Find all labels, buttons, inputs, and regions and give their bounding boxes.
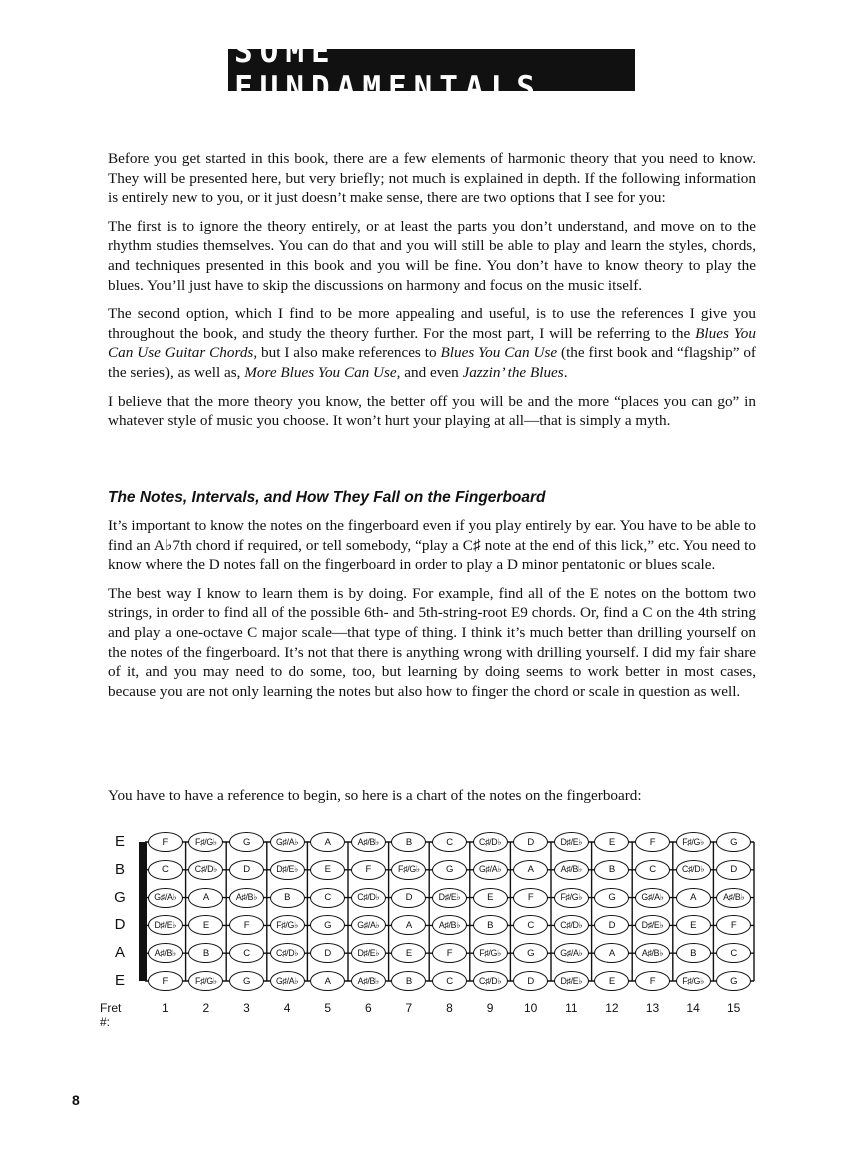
fret-note: F♯/G♭: [391, 860, 426, 880]
fret-note: B: [594, 860, 629, 880]
fret-note: G: [716, 832, 751, 852]
fret-note: G♯/A♭: [635, 888, 670, 908]
chart-intro: You have to have a reference to begin, so here is a chart of the notes on the fingerboard:: [108, 787, 642, 804]
fret-note: A♯/B♭: [351, 832, 386, 852]
text-run: .: [563, 363, 568, 381]
fret-number: 7: [405, 1001, 413, 1015]
intro-paragraph-4: I believe that the more theory you know, the better off you will be and the more “places you can go” in whatever style of music you choose. It won’t hurt your playing at all—that is simply a myth.: [108, 392, 756, 430]
fret-note: C♯/D♭: [351, 888, 386, 908]
fret-number: 11: [565, 1001, 578, 1015]
fret-number: 12: [605, 1001, 619, 1015]
fret-note: D♯/E♭: [148, 915, 183, 935]
fret-note: D♯/E♭: [270, 860, 305, 880]
fret-note: C♯/D♭: [473, 832, 508, 852]
fret-note: A: [513, 860, 548, 880]
fret-number: 9: [486, 1001, 494, 1015]
string-label: E: [114, 972, 125, 989]
fret-note: A: [594, 943, 629, 963]
fret-note: C: [432, 971, 467, 991]
string-label: A: [114, 944, 125, 962]
fret-number: 2: [202, 1001, 210, 1015]
fret-note: F: [716, 915, 751, 935]
fret-note: C♯/D♭: [270, 943, 305, 963]
fret-note: C: [229, 943, 264, 963]
fret-note: A: [676, 888, 711, 908]
fret-note: G♯/A♭: [270, 832, 305, 852]
fret-number: 1: [161, 1001, 169, 1015]
fret-number: 8: [446, 1001, 453, 1015]
section-paragraph-2: The best way I know to learn them is by doing. For example, find all of the E notes on the bottom two strings, in order to find all of the possible 6th- and 5th-string-root E9 chords. Or, find a C on the 4th string and play a one-octave C major scale—that type of thing. I think it’s much better than drilling yourself on the notes of the fingerboard. It’s not that there is anything wrong with drilling yourself. I did my fair share of it, and you may need to do some, too, but learning by doing seems to work better in most cases, because you are not only learning the notes but also how to finger the chord or scale in question as well.: [108, 584, 756, 700]
section-heading: The Notes, Intervals, and How They Fall on the Fingerboard: [108, 489, 546, 506]
fret-note: F♯/G♭: [188, 832, 223, 852]
book-title: Blues You Can Use Guitar Chords: [108, 324, 756, 362]
fret-note: G♯/A♭: [554, 943, 589, 963]
fret-note: B: [391, 971, 426, 991]
fret-note: A♯/B♭: [148, 943, 183, 963]
fret-note: C: [513, 915, 548, 935]
fret-note: F: [635, 832, 670, 852]
fret-note: B: [473, 915, 508, 935]
fret-note: D: [513, 832, 548, 852]
fret-note: F: [513, 888, 548, 908]
fret-note: D♯/E♭: [554, 971, 589, 991]
fret-note: E: [676, 915, 711, 935]
book-title: Blues You Can Use: [440, 344, 558, 362]
fret-note: G: [716, 971, 751, 991]
fret-number: 15: [727, 1001, 741, 1015]
fret-note: G♯/A♭: [270, 971, 305, 991]
intro-paragraph-2: The first is to ignore the theory entirely, or at least the parts you don’t understand, and move on to the rhythm studies themselves. You can do that and you will still be able to play and learn the styles, chords, and techniques presented in this book and you will be fine. You don’t have to know theory to play the blues. You’ll just have to skip the discussions on harmony and focus on the music itself.: [108, 217, 756, 294]
fret-note: C: [716, 943, 751, 963]
fret-number: 4: [283, 1001, 291, 1015]
fret-note: C: [635, 860, 670, 880]
fret-note: A♯/B♭: [432, 915, 467, 935]
page-number: 8: [72, 1092, 80, 1108]
fret-note: C: [432, 832, 467, 852]
fret-note: F: [351, 860, 386, 880]
fret-note: A: [391, 915, 426, 935]
text-run: , but I also make references to: [253, 344, 441, 362]
fret-note: G: [594, 888, 629, 908]
fret-note: G: [229, 832, 264, 852]
fret-note: B: [188, 943, 223, 963]
fret-note: D: [229, 860, 264, 880]
string-label: E: [114, 833, 125, 850]
fret-note: E: [594, 832, 629, 852]
fret-note: E: [594, 971, 629, 991]
fret-note: D: [310, 943, 345, 963]
fret-number: 5: [324, 1001, 332, 1015]
fret-note: A: [310, 971, 345, 991]
fret-note: E: [473, 888, 508, 908]
fret-note: D: [716, 860, 751, 880]
fret-note: E: [391, 943, 426, 963]
fret-note: E: [310, 860, 345, 880]
fret-note: G♯/A♭: [148, 888, 183, 908]
string-label: G: [114, 888, 126, 906]
fret-note: D♯/E♭: [554, 832, 589, 852]
string-label: D: [114, 916, 126, 934]
fret-number: 13: [645, 1001, 660, 1015]
fret-note: F♯/G♭: [188, 971, 223, 991]
text-run: The second option, which I find to be more appealing and useful, is to use the references I give you throughout the book, and study the theory further. For the most part, I will be referring to the: [108, 305, 756, 342]
fret-note: E: [188, 915, 223, 935]
fret-note: A♯/B♭: [635, 943, 670, 963]
fret-note: D♯/E♭: [351, 943, 386, 963]
fret-note: A♯/B♭: [716, 888, 751, 908]
fret-note: A: [188, 888, 223, 908]
fret-note: A♯/B♭: [229, 888, 264, 908]
fret-note: G: [513, 943, 548, 963]
fret-note: C: [310, 888, 345, 908]
book-title: More Blues You Can Use: [244, 363, 397, 381]
fret-note: B: [270, 888, 305, 908]
section-paragraph-1: It’s important to know the notes on the fingerboard even if you play entirely by ear. You have to be able to find an A♭7th chord if required, or tell somebody, “play a C♯ note at the end of this lick,” etc. You need to know where the D notes fall on the fingerboard in order to play a D minor pentatonic or blues scale.: [108, 517, 756, 574]
fret-note: F♯/G♭: [676, 971, 711, 991]
book-title: Jazzin’ the Blues: [462, 363, 564, 381]
fret-note: A♯/B♭: [554, 860, 589, 880]
fret-note: F: [148, 832, 183, 852]
fret-note: G♯/A♭: [473, 860, 508, 880]
fret-number: 10: [524, 1001, 538, 1015]
fret-note: D: [513, 971, 548, 991]
fret-note: C: [148, 860, 183, 880]
fret-note: G: [310, 915, 345, 935]
text-run: (the first book and “flagship” of the series), as well as,: [108, 344, 756, 381]
string-label: B: [114, 860, 125, 878]
intro-paragraph-1: Before you get started in this book, there are a few elements of harmonic theory that you need to know. They will be presented here, but very briefly; not much is explained in depth. If the following information is entirely new to you, or it just doesn’t make sense, there are two options that I see for you:: [108, 150, 756, 207]
fret-number-label: Fret #:: [100, 1001, 122, 1029]
fret-note: D♯/E♭: [432, 888, 467, 908]
fret-note: G♯/A♭: [351, 915, 386, 935]
fret-note: C♯/D♭: [188, 860, 223, 880]
text-run: , and even: [396, 363, 463, 381]
fret-note: G: [229, 971, 264, 991]
fret-note: F: [229, 915, 264, 935]
fret-note: F♯/G♭: [473, 943, 508, 963]
fret-number: 6: [364, 1001, 372, 1015]
fret-note: C♯/D♭: [554, 915, 589, 935]
fretboard-nut: [139, 842, 147, 981]
fret-number: 3: [243, 1001, 250, 1015]
fret-note: G: [432, 860, 467, 880]
fret-note: A♯/B♭: [351, 971, 386, 991]
fret-number: 14: [686, 1001, 700, 1015]
fret-note: C♯/D♭: [473, 971, 508, 991]
fret-note: B: [391, 832, 426, 852]
fret-note: F♯/G♭: [554, 888, 589, 908]
chapter-title: SOME FUNDAMENTALS: [228, 49, 635, 91]
fret-note: B: [676, 943, 711, 963]
fret-note: F♯/G♭: [270, 915, 305, 935]
fret-note: F: [432, 943, 467, 963]
fret-note: D: [391, 888, 426, 908]
fret-note: D♯/E♭: [635, 915, 670, 935]
fret-note: C♯/D♭: [676, 860, 711, 880]
fret-note: A: [310, 832, 345, 852]
fret-note: F: [148, 971, 183, 991]
fret-note: F: [635, 971, 670, 991]
fret-note: D: [594, 915, 629, 935]
fret-note: F♯/G♭: [676, 832, 711, 852]
